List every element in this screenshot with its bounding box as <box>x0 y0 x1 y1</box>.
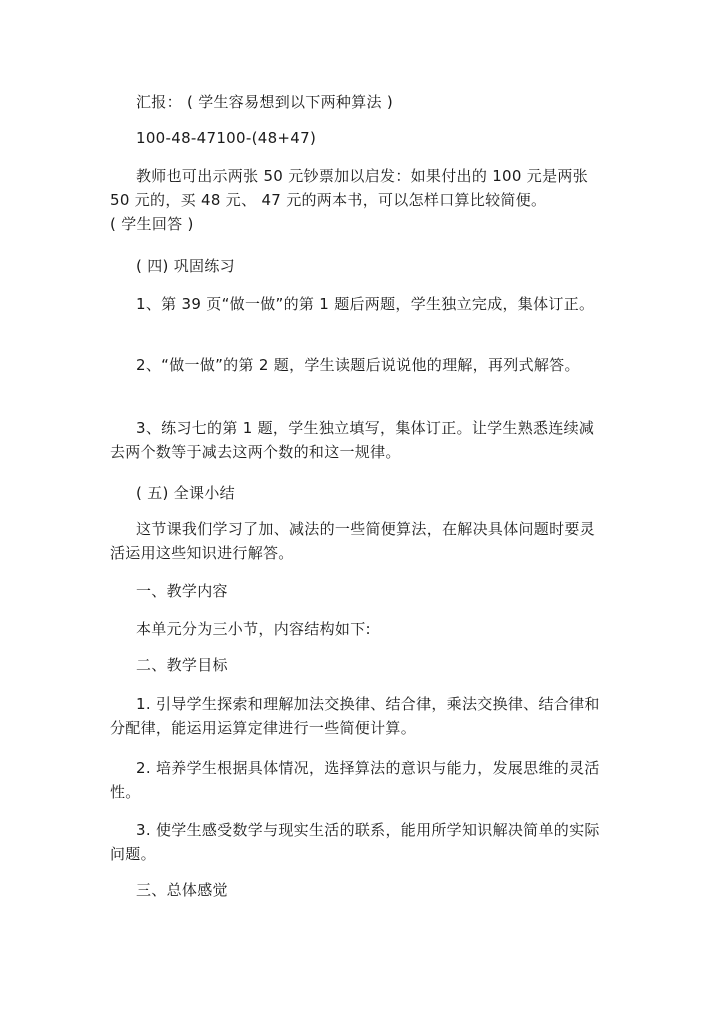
practice-item-1: 1、第 39 页“做一做”的第 1 题后两题，学生独立完成，集体订正。 <box>136 295 595 313</box>
goal-item-1: 1. 引导学生探索和理解加法交换律、结合律，乘法交换律、结合律和分配律，能运用运算定律进行一些简便计算。 <box>110 695 600 737</box>
unit-structure-line: 本单元分为三小节，内容结构如下: <box>136 620 371 638</box>
practice-item-3: 3、练习七的第 1 题，学生独立填写，集体订正。让学生熟悉连续减去两个数等于减去这两个数的和这一规律。 <box>110 419 595 461</box>
heading-teaching-goals: 二、教学目标 <box>136 656 228 674</box>
heading-teaching-content: 一、教学内容 <box>136 582 228 600</box>
section-heading-practice: ( 四) 巩固练习 <box>136 257 235 275</box>
section-heading-summary: ( 五) 全课小结 <box>136 484 235 502</box>
teacher-hint-paragraph: 教师也可出示两张 50 元钞票加以启发：如果付出的 100 元是两张 50 元的，买 48 元、 47 元的两本书，可以怎样口算比较简便。 <box>110 167 588 209</box>
practice-item-2: 2、“做一做”的第 2 题，学生读题后说说他的理解，再列式解答。 <box>136 356 580 374</box>
summary-paragraph: 这节课我们学习了加、减法的一些简便算法，在解决具体问题时要灵活运用这些知识进行解答。 <box>110 520 596 562</box>
formula-line: 100-48-47100-(48+47) <box>136 129 317 147</box>
heading-overall-feeling: 三、总体感觉 <box>136 881 228 899</box>
goal-item-2: 2. 培养学生根据具体情况，选择算法的意识与能力，发展思维的灵活性。 <box>110 759 600 801</box>
student-answer-line: ( 学生回答 ) <box>110 215 194 233</box>
report-line: 汇报： ( 学生容易想到以下两种算法 ) <box>136 93 394 111</box>
goal-item-3: 3. 使学生感受数学与现实生活的联系，能用所学知识解决简单的实际问题。 <box>110 821 600 863</box>
